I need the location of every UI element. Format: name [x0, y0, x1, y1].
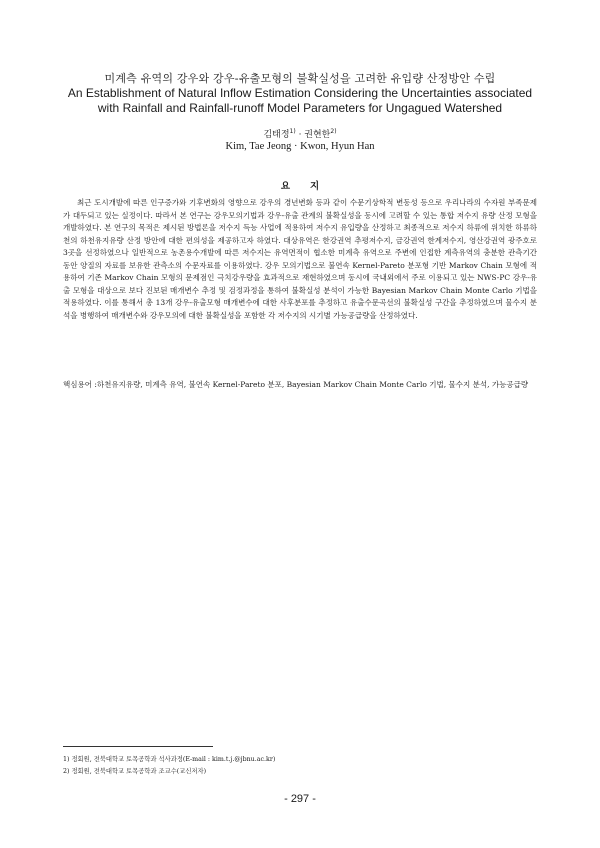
- author-2-footnote-mark: 2): [330, 128, 337, 135]
- footnote-2: 2) 정회원, 전북대학교 토목공학과 조교수(교신저자): [63, 768, 207, 775]
- keywords-label: 핵심용어 :: [63, 380, 97, 389]
- keywords-text: 하천유지유량, 미계측 유역, 불연속 Kernel-Pareto 분포, Bayesian Markov Chain Monte Carlo 기법, 물수지 분석, 가능공급량: [96, 380, 529, 389]
- authors-korean: [0, 127, 600, 140]
- page-number: - 297 -: [284, 793, 316, 805]
- abstract-heading: 요지: [280, 181, 340, 192]
- authors-english: Kim, Tae Jeong · Kwon, Hyun Han: [225, 141, 375, 152]
- title-english: [40, 86, 560, 116]
- title-english-line-1: An Establishment of Natural Inflow Estimation Considering the Uncertainties associated: [67, 86, 533, 100]
- abstract-text: 최근 도시개발에 따른 인구증가와 기후변화의 영향으로 강우의 경년변화 등과 같이 수문기상학적 변동성 등으로 우리나라의 수자원 부족문제가 대두되고 있는 실정이다. 따라서 본 연구는 강우모의기법과 강우-유출 관계의 불확실성을 동시에 고려할 수 있는 통합 저수지 유량 산정 모형을 개발하였다. 본 연구의 목적은 제시된 방법론을 저수지 득능 사업에 적용하여 저수지 유입량을 산정하고 최종적으로 저수지 하류에 위치한 하류하천의 하천유지유량 산정 방안에 대한 편의성을 제공하고자 하였다. 대상유역은 한강권역 추평저수지, 금강권역 한계저수지, 영산강권역 광주호로 3곳을 선정하였으나 일반적으로 농촌용수개발에 따른 저수지는 유역면적이 협소한 미계측 유역으로 주변에 인접한 계측유역의 충분한 관측기간 동안 양질의 자료를 보유한 관측소의 수문자료를 이용하였다. 강우 모의기법으로 불연속 Kernel-Pareto 분포형 기반 Markov Chain 모형에 적용하여 기존 Markov Chain 모형의 문제점인 극치강우량을 효과적으로 재현하였으며 동시에 국내외에서 주로 이용되고 있는 NWS-PC 강우-유출 모형을 대상으로 보다 진보된 매개변수 추정 및 검정과정을 통하여 불확실성 분석이 가능한 Bayesian Markov Chain Monte Carlo 기법을 적용하였다. 이를 통해서 총 13개 강우-유출모형 매개변수에 대한 사후분포를 추정하고 유출수문곡선의 불확실성 구간을 추정하였으며 물수지 분석을 병행하여 매개변수와 강우모의에 대한 불확실성을 포함한 각 저수지의 시기별 가능공급량을 산정하였다.: [63, 198, 537, 320]
- author-separator: ·: [295, 130, 305, 140]
- title-english-line-2: with Rainfall and Rainfall-runoff Model Parameters for Ungagued Watershed: [97, 101, 503, 115]
- title-korean: 미계측 유역의 강우와 강우-유출모형의 불확실성을 고려한 유입량 산정방안 수립: [104, 72, 496, 85]
- abstract-body: [63, 197, 537, 322]
- author-1-name: 김태정: [263, 130, 290, 140]
- keywords-section: [63, 378, 537, 391]
- footnotes: [63, 754, 537, 778]
- footnote-divider: [63, 746, 213, 747]
- author-2-name: 권현한: [304, 130, 331, 140]
- author-1-footnote-mark: 1): [289, 128, 296, 135]
- footnote-1: 1) 정회원, 전북대학교 토목공학과 석사과정(E-mail : kim.t.j.@jbnu.ac.kr): [63, 756, 276, 763]
